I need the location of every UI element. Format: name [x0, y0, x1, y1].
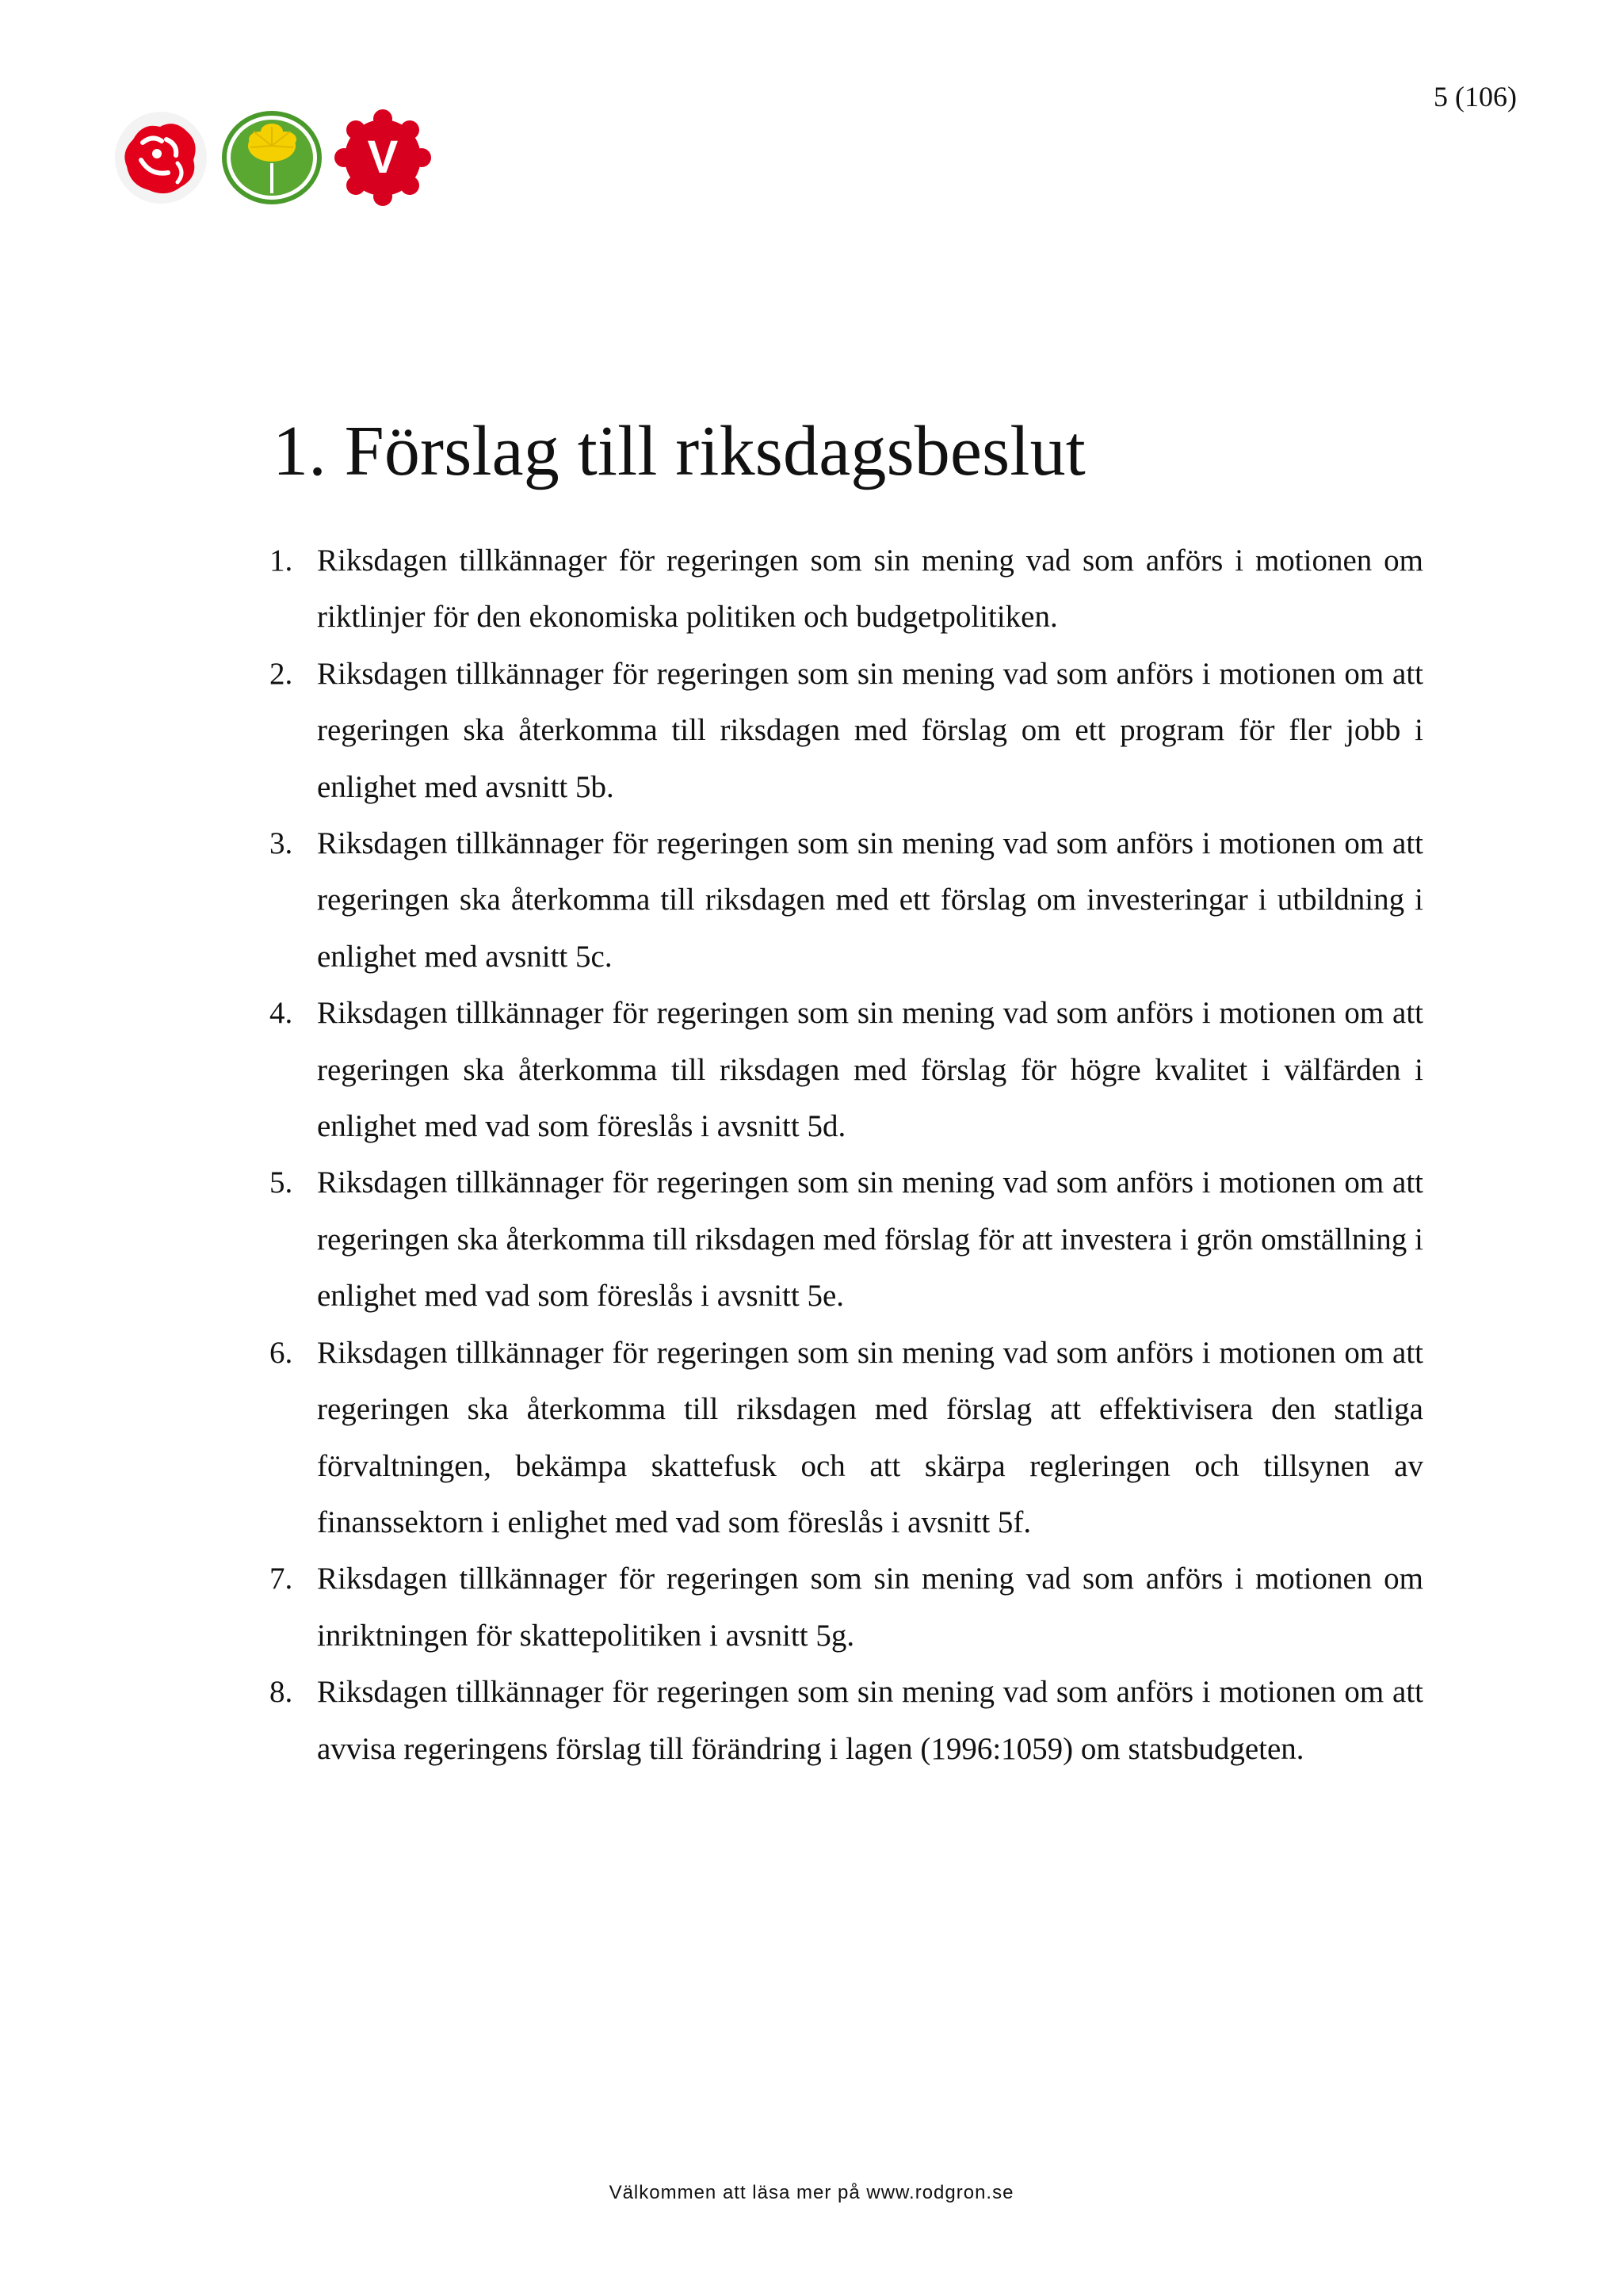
list-item: [269, 815, 1423, 985]
motion-text: Riksdagen tillkännager för regeringen som sin mening vad som anförs i motionen om att regeringen ska återkomma till riksdagen med ett förslag om investeringar i utbildning i enlighet med avsnitt 5c.: [317, 826, 1423, 974]
motion-number: 1.: [269, 543, 293, 578]
motion-text: Riksdagen tillkännager för regeringen som sin mening vad som anförs i motionen om att regeringen ska återkomma till riksdagen med förslag att effektivisera den statliga förvaltningen, bekämpa skattefusk och att skärpa regleringen och tillsynen av finanssektorn i enlighet med vad som föreslås i avsnitt 5f.: [317, 1335, 1423, 1539]
list-item: [269, 532, 1423, 646]
motion-number: 3.: [269, 826, 293, 861]
page-number: 5 (106): [1434, 81, 1517, 113]
miljopartiet-dandelion-logo-icon: [222, 108, 322, 208]
footer-link-text: Välkommen att läsa mer på www.rodgron.se: [609, 2182, 1014, 2203]
motion-number: 4.: [269, 996, 293, 1031]
motion-number: 7.: [269, 1562, 293, 1596]
list-item: [269, 646, 1423, 815]
list-item: [269, 1154, 1423, 1324]
list-item: [269, 1664, 1423, 1777]
socialdemokraterna-rose-logo-icon: [111, 108, 211, 208]
motion-number: 5.: [269, 1165, 293, 1200]
motion-text: Riksdagen tillkännager för regeringen som sin mening vad som anförs i motionen om att avvisa regeringens förslag till förändring i lagen (1996:1059) om statsbudgeten.: [317, 1675, 1423, 1766]
motion-text: Riksdagen tillkännager för regeringen som sin mening vad som anförs i motionen om inriktningen för skattepolitiken i avsnitt 5g.: [317, 1562, 1423, 1653]
motion-number: 2.: [269, 656, 293, 691]
motion-text: Riksdagen tillkännager för regeringen som sin mening vad som anförs i motionen om riktlinjer för den ekonomiska politiken och budgetpolitiken.: [317, 543, 1423, 635]
vansterpartiet-v-letter: V: [367, 132, 399, 183]
motion-list: [269, 532, 1423, 1777]
list-item: [269, 985, 1423, 1154]
list-item: [269, 1325, 1423, 1551]
motion-number: 6.: [269, 1335, 293, 1370]
motion-text: Riksdagen tillkännager för regeringen som sin mening vad som anförs i motionen om att regeringen ska återkomma till riksdagen med förslag om ett program för fler jobb i enlighet med avsnitt 5b.: [317, 656, 1423, 804]
motion-text: Riksdagen tillkännager för regeringen som sin mening vad som anförs i motionen om att regeringen ska återkomma till riksdagen med förslag för att investera i grön omställning i enlighet med vad som föreslås i avsnitt 5e.: [317, 1165, 1423, 1314]
list-item: [269, 1550, 1423, 1664]
motion-text: Riksdagen tillkännager för regeringen som sin mening vad som anförs i motionen om att regeringen ska återkomma till riksdagen med förslag för högre kvalitet i välfärden i enlighet med vad som föreslås i avsnitt 5d.: [317, 996, 1423, 1144]
party-logos: [111, 108, 433, 208]
vansterpartiet-v-logo-icon: [333, 108, 433, 208]
page-title: 1. Förslag till riksdagsbeslut: [273, 412, 1086, 490]
motion-number: 8.: [269, 1675, 293, 1710]
